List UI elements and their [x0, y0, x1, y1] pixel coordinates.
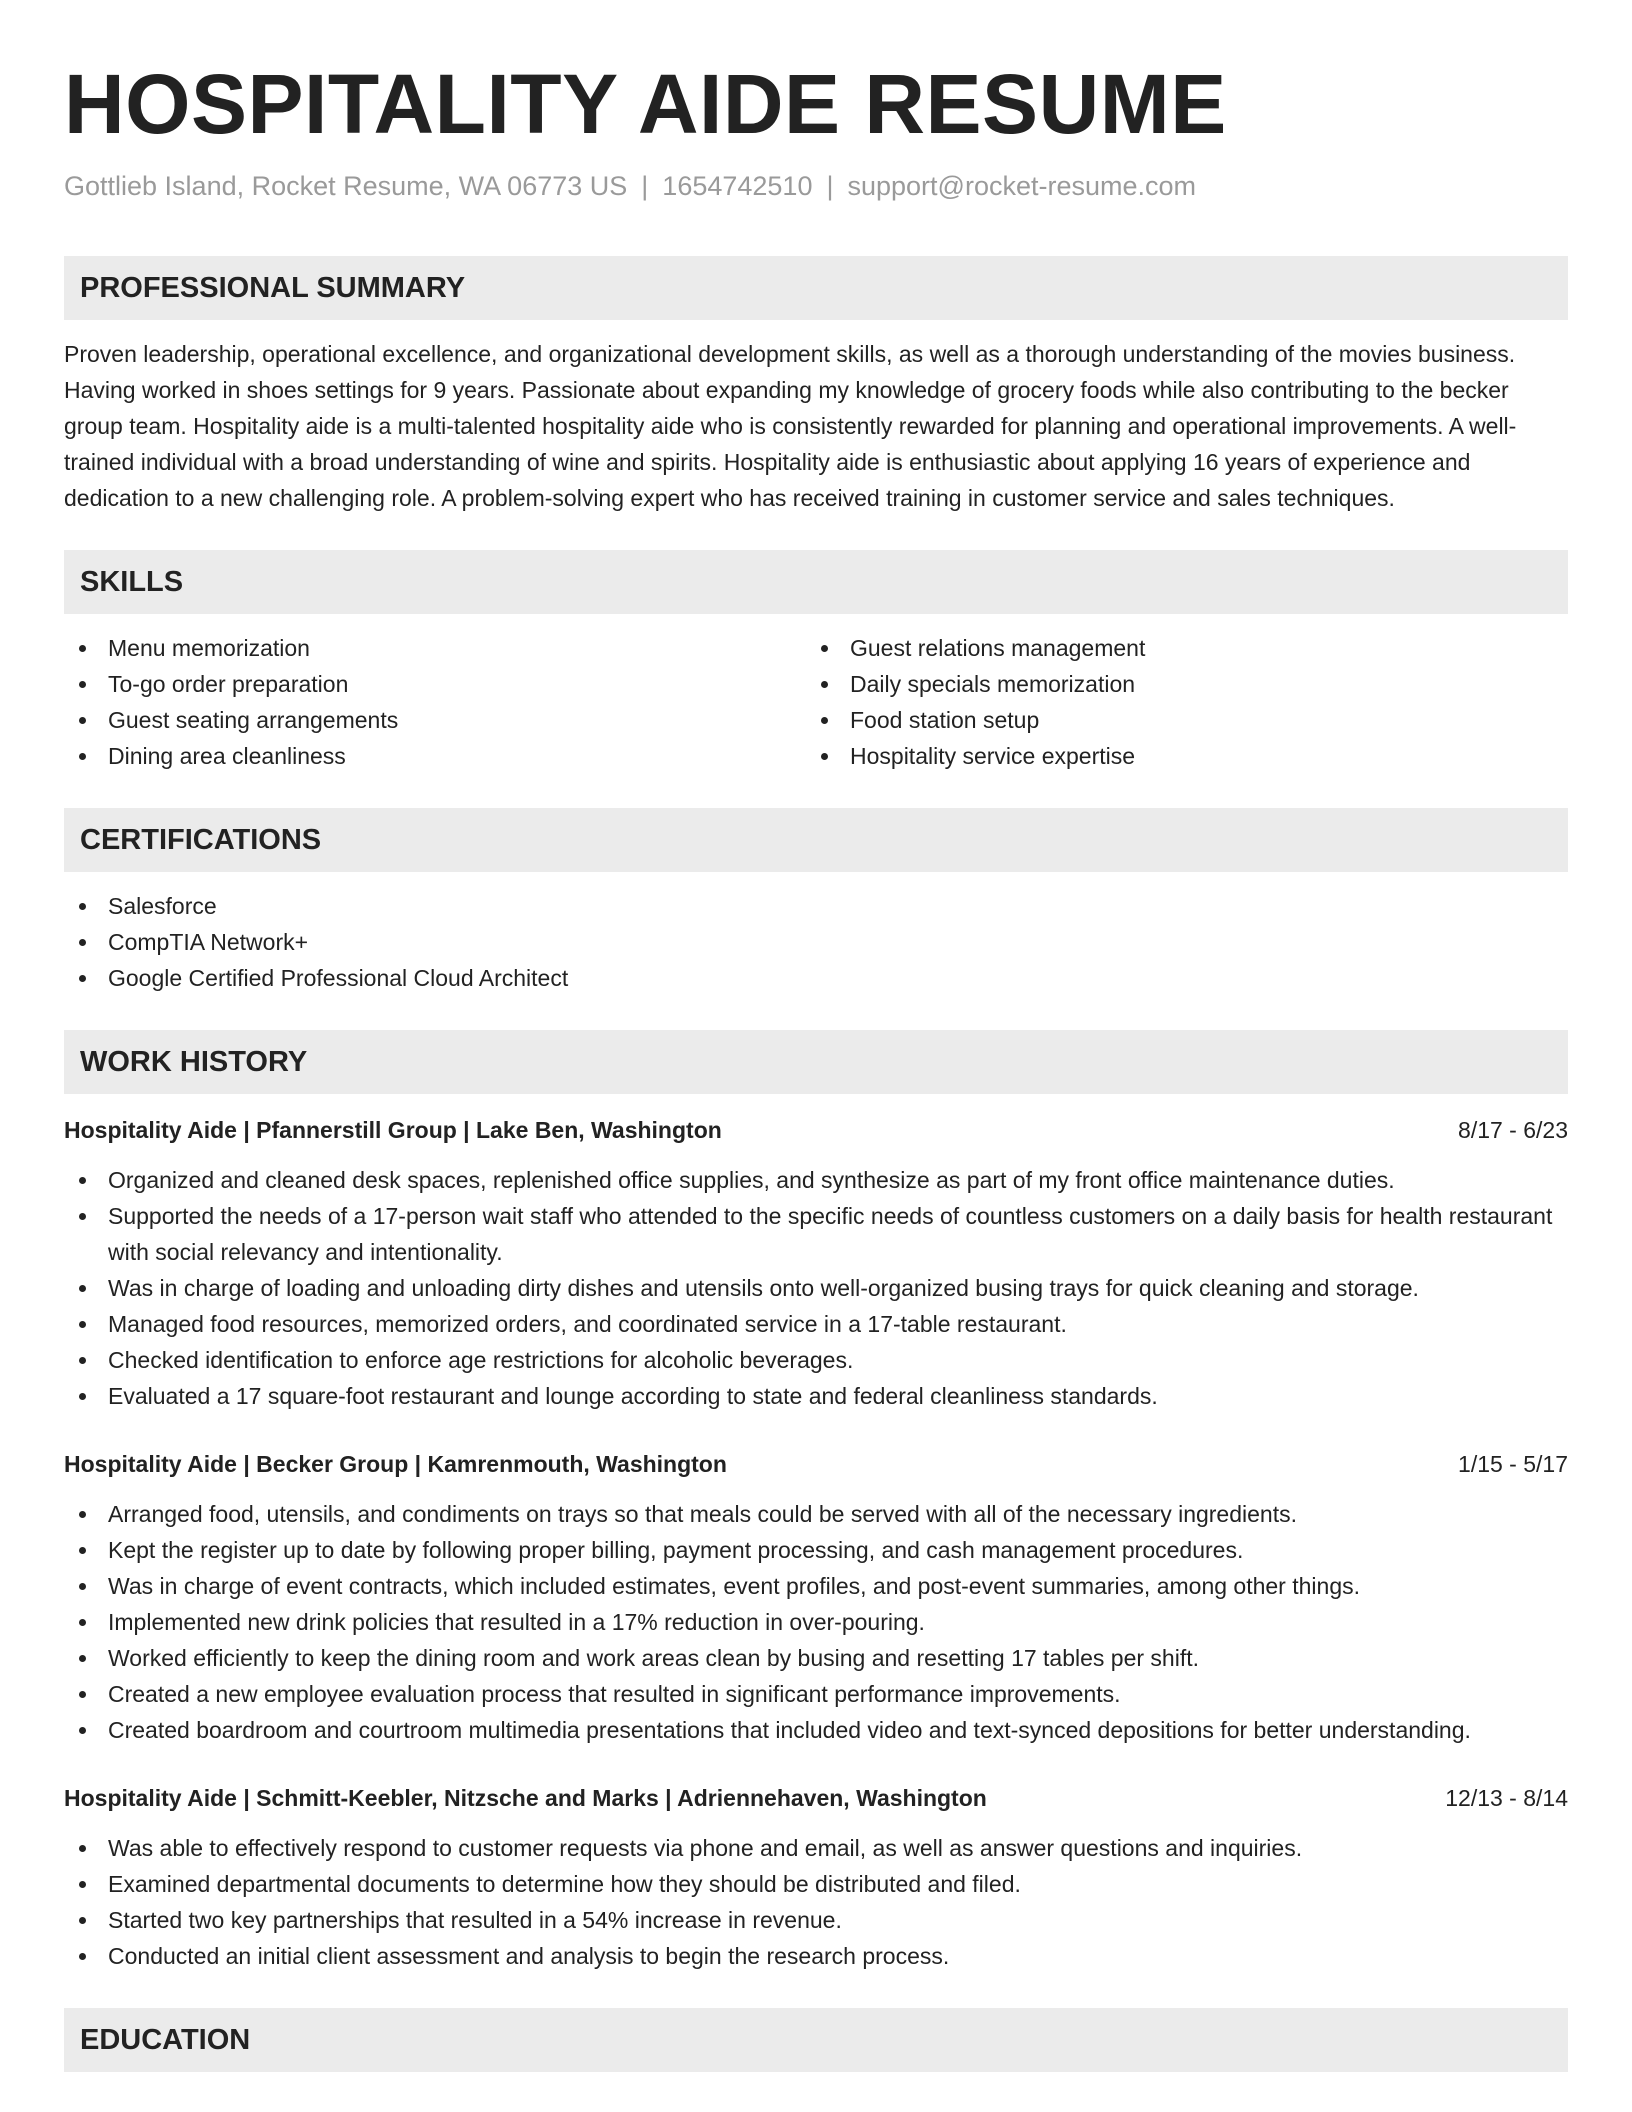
- bullet-icon: [79, 975, 86, 982]
- job-title: Hospitality Aide | Schmitt-Keebler, Nitzsche and Marks | Adriennehaven, Washington: [64, 1785, 987, 1811]
- contact-separator: |: [641, 171, 649, 201]
- skill-item: Menu memorization: [64, 630, 806, 666]
- certification-item: Salesforce: [64, 888, 1568, 924]
- skills-list: [64, 614, 1568, 774]
- bullet-icon: [79, 1511, 86, 1518]
- job-duty-item: Evaluated a 17 square-foot restaurant and lounge according to state and federal cleanliness standards.: [64, 1378, 1568, 1414]
- bullet-icon: [79, 1213, 86, 1220]
- bullet-icon: [79, 1727, 86, 1734]
- skill-item: Dining area cleanliness: [64, 738, 806, 774]
- job-title: Hospitality Aide | Becker Group | Kamrenmouth, Washington: [64, 1451, 727, 1477]
- education-heading: EDUCATION: [64, 2008, 1568, 2072]
- bullet-icon: [79, 681, 86, 688]
- certification-item: CompTIA Network+: [64, 924, 1568, 960]
- job-duties-list: [64, 1496, 1568, 1748]
- job-duty-item: Started two key partnerships that resulted in a 54% increase in revenue.: [64, 1902, 1568, 1938]
- certifications-list: [64, 888, 1568, 996]
- bullet-icon: [79, 939, 86, 946]
- bullet-icon: [79, 1845, 86, 1852]
- job-duty-item: Supported the needs of a 17-person wait staff who attended to the specific needs of countless customers on a daily basis for health restaurant with social relevancy and intentionality.: [64, 1198, 1568, 1270]
- skill-item: Hospitality service expertise: [806, 738, 1548, 774]
- bullet-icon: [79, 1547, 86, 1554]
- bullet-icon: [821, 645, 828, 652]
- job-duty-item: Was in charge of loading and unloading dirty dishes and utensils onto well-organized busing trays for quick cleaning and storage.: [64, 1270, 1568, 1306]
- job-duty-item: Checked identification to enforce age restrictions for alcoholic beverages.: [64, 1342, 1568, 1378]
- bullet-icon: [821, 681, 828, 688]
- job-dates: 1/15 - 5/17: [1458, 1451, 1568, 1477]
- bullet-icon: [79, 1583, 86, 1590]
- job-header: [64, 1780, 1568, 1816]
- job-duty-item: Examined departmental documents to determine how they should be distributed and filed.: [64, 1866, 1568, 1902]
- resume-page: [64, 0, 1568, 2072]
- job-duty-item: Organized and cleaned desk spaces, replenished office supplies, and synthesize as part of my front office maintenance duties.: [64, 1162, 1568, 1198]
- job-header: [64, 1446, 1568, 1482]
- contact-email: support@rocket-resume.com: [847, 171, 1197, 201]
- job-header: [64, 1112, 1568, 1148]
- work-history-heading: WORK HISTORY: [64, 1030, 1568, 1094]
- skill-item: To-go order preparation: [64, 666, 806, 702]
- contact-address: Gottlieb Island, Rocket Resume, WA 06773 US: [64, 171, 628, 201]
- bullet-icon: [79, 1321, 86, 1328]
- job-duty-item: Implemented new drink policies that resulted in a 17% reduction in over-pouring.: [64, 1604, 1568, 1640]
- bullet-icon: [79, 1881, 86, 1888]
- job-duties-list: [64, 1830, 1568, 1974]
- bullet-icon: [79, 753, 86, 760]
- resume-title: HOSPITALITY AIDE RESUME: [64, 57, 1227, 151]
- skills-column-left: [64, 630, 806, 774]
- job-duty-item: Was able to effectively respond to customer requests via phone and email, as well as answer questions and inquiries.: [64, 1830, 1568, 1866]
- bullet-icon: [79, 1691, 86, 1698]
- bullet-icon: [79, 1917, 86, 1924]
- contact-separator: |: [826, 171, 834, 201]
- job-title: Hospitality Aide | Pfannerstill Group | Lake Ben, Washington: [64, 1117, 722, 1143]
- bullet-icon: [79, 1655, 86, 1662]
- bullet-icon: [79, 1357, 86, 1364]
- bullet-icon: [79, 717, 86, 724]
- bullet-icon: [79, 1393, 86, 1400]
- job-duty-item: Created boardroom and courtroom multimedia presentations that included video and text-synced depositions for better understanding.: [64, 1712, 1568, 1748]
- bullet-icon: [79, 903, 86, 910]
- skills-heading: SKILLS: [64, 550, 1568, 614]
- skill-item: Guest seating arrangements: [64, 702, 806, 738]
- bullet-icon: [79, 1177, 86, 1184]
- job-duty-item: Managed food resources, memorized orders, and coordinated service in a 17-table restaurant.: [64, 1306, 1568, 1342]
- bullet-icon: [79, 645, 86, 652]
- job-duty-item: Arranged food, utensils, and condiments on trays so that meals could be served with all of the necessary ingredients.: [64, 1496, 1568, 1532]
- summary-heading: PROFESSIONAL SUMMARY: [64, 256, 1568, 320]
- job-duty-item: Conducted an initial client assessment and analysis to begin the research process.: [64, 1938, 1568, 1974]
- bullet-icon: [79, 1619, 86, 1626]
- job-duty-item: Worked efficiently to keep the dining room and work areas clean by busing and resetting 17 tables per shift.: [64, 1640, 1568, 1676]
- summary-text: Proven leadership, operational excellence, and organizational development skills, as well as a thorough understanding of the movies business. Having worked in shoes settings for 9 years. Passionate about expanding my knowledge of grocery foods while also contributing to the becker group team. Hospitality aide is a multi-talented hospitality aide who is consistently rewarded for planning and operational improvements. A well-trained individual with a broad understanding of wine and spirits. Hospitality aide is enthusiastic about applying 16 years of experience and dedication to a new challenging role. A problem-solving expert who has received training in customer service and sales techniques.: [64, 341, 1517, 511]
- contact-line: [64, 168, 1568, 204]
- skill-item: Food station setup: [806, 702, 1548, 738]
- job-duty-item: Created a new employee evaluation process that resulted in significant performance improvements.: [64, 1676, 1568, 1712]
- contact-phone: 1654742510: [662, 171, 813, 201]
- skill-item: Daily specials memorization: [806, 666, 1548, 702]
- skills-column-right: [806, 630, 1548, 774]
- skill-item: Guest relations management: [806, 630, 1548, 666]
- job-duty-item: Was in charge of event contracts, which included estimates, event profiles, and post-event summaries, among other things.: [64, 1568, 1568, 1604]
- certifications-heading: CERTIFICATIONS: [64, 808, 1568, 872]
- job-dates: 8/17 - 6/23: [1458, 1117, 1568, 1143]
- bullet-icon: [79, 1285, 86, 1292]
- job-dates: 12/13 - 8/14: [1445, 1785, 1568, 1811]
- job-duty-item: Kept the register up to date by following proper billing, payment processing, and cash management procedures.: [64, 1532, 1568, 1568]
- job-duties-list: [64, 1162, 1568, 1414]
- bullet-icon: [821, 717, 828, 724]
- certification-item: Google Certified Professional Cloud Architect: [64, 960, 1568, 996]
- bullet-icon: [821, 753, 828, 760]
- bullet-icon: [79, 1953, 86, 1960]
